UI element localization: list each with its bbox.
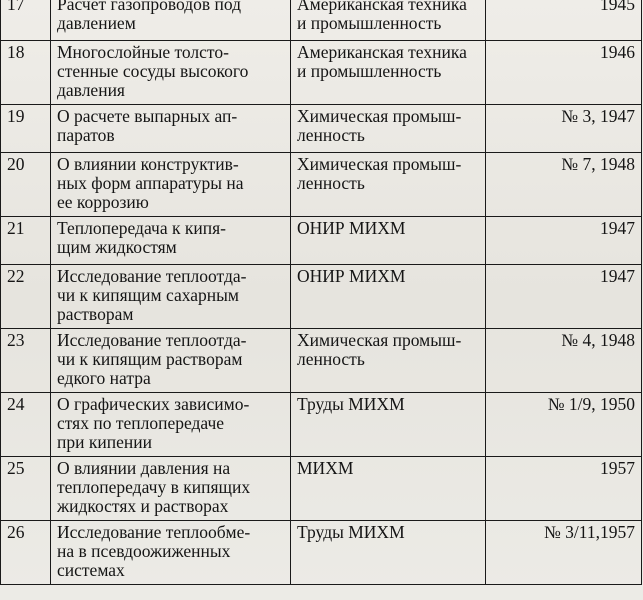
row-source: Химическая промыш- ленность [291, 105, 486, 153]
row-year: 1945 [486, 0, 642, 41]
row-source: ОНИР МИХМ [291, 265, 486, 329]
table-row [1, 521, 642, 585]
row-number: 25 [1, 457, 51, 521]
row-source: МИХМ [291, 457, 486, 521]
row-source: Химическая промыш- ленность [291, 153, 486, 217]
table-row [1, 329, 642, 393]
row-title: О графических зависимо- стях по теплопередаче при кипении [51, 393, 291, 457]
table-row [1, 153, 642, 217]
row-source: Американская техника и промышленность [291, 41, 486, 105]
row-year: № 3/11,1957 [486, 521, 642, 585]
row-title: Теплопередача к кипя- щим жидкостям [51, 217, 291, 265]
row-year: № 1/9, 1950 [486, 393, 642, 457]
row-title: Многослойные толсто- стенные сосуды высокого давления [51, 41, 291, 105]
row-year: № 7, 1948 [486, 153, 642, 217]
table-body [1, 0, 642, 585]
table-row [1, 41, 642, 105]
table-row [1, 457, 642, 521]
row-source: ОНИР МИХМ [291, 217, 486, 265]
row-number: 24 [1, 393, 51, 457]
table-row [1, 0, 642, 41]
table-row [1, 105, 642, 153]
row-source: Американская техника и промышленность [291, 0, 486, 41]
row-number: 23 [1, 329, 51, 393]
row-number: 18 [1, 41, 51, 105]
row-source: Химическая промыш- ленность [291, 329, 486, 393]
row-title: Расчет газопроводов под давлением [51, 0, 291, 41]
row-title: О влиянии давления на теплопередачу в кипящих жидкостях и растворах [51, 457, 291, 521]
row-title: Исследование теплоотда- чи к кипящим растворам едкого натра [51, 329, 291, 393]
row-title: Исследование теплоотда- чи к кипящим сахарным растворам [51, 265, 291, 329]
table-row [1, 265, 642, 329]
row-title: Исследование теплообме- на в псевдоожиженных системах [51, 521, 291, 585]
row-source: Труды МИХМ [291, 521, 486, 585]
row-year: 1957 [486, 457, 642, 521]
row-number: 22 [1, 265, 51, 329]
row-number: 17 [1, 0, 51, 41]
row-source: Труды МИХМ [291, 393, 486, 457]
row-number: 19 [1, 105, 51, 153]
row-title: О расчете выпарных ап- паратов [51, 105, 291, 153]
row-year: 1947 [486, 265, 642, 329]
table-row [1, 217, 642, 265]
row-year: № 3, 1947 [486, 105, 642, 153]
row-year: 1947 [486, 217, 642, 265]
row-title: О влиянии конструктив- ных форм аппаратуры на ее коррозию [51, 153, 291, 217]
table-row [1, 393, 642, 457]
row-number: 21 [1, 217, 51, 265]
row-year: № 4, 1948 [486, 329, 642, 393]
row-number: 20 [1, 153, 51, 217]
row-year: 1946 [486, 41, 642, 105]
row-number: 26 [1, 521, 51, 585]
